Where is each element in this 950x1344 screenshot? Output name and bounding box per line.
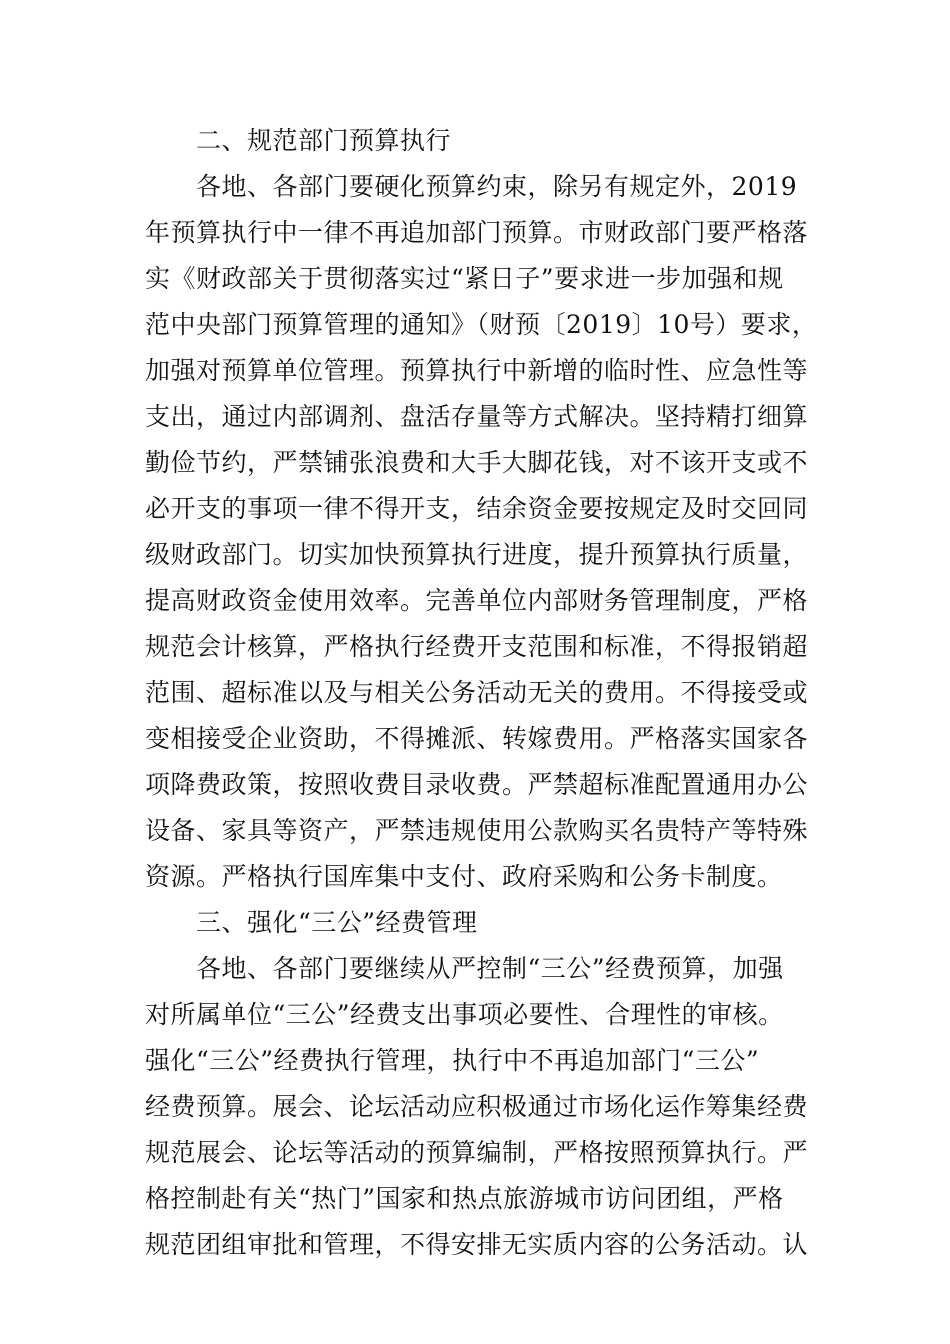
- paragraph-line: 加强对预算单位管理。预算执行中新增的临时性、应急性等: [145, 356, 809, 385]
- paragraph-line: 各地、各部门要继续从严控制“三公”经费预算，加强: [196, 954, 784, 983]
- paragraph-line: 年预算执行中一律不再追加部门预算。市财政部门要严格落: [145, 218, 809, 247]
- paragraph-line: 勤俭节约，严禁铺张浪费和大手大脚花钱，对不该开支或不: [145, 448, 809, 477]
- paragraph-line: 规范会计核算，严格执行经费开支范围和标准，不得报销超: [145, 632, 809, 661]
- paragraph-line: 规范团组审批和管理，不得安排无实质内容的公务活动。认: [145, 1230, 809, 1259]
- paragraph-line: 资源。严格执行国库集中支付、政府采购和公务卡制度。: [145, 862, 783, 891]
- paragraph-line: 各地、各部门要硬化预算约束，除另有规定外，2019: [196, 172, 798, 201]
- section-heading-2: 二、规范部门预算执行: [196, 126, 452, 155]
- paragraph-line: 项降费政策，按照收费目录收费。严禁超标准配置通用办公: [145, 770, 809, 799]
- paragraph-line: 实《财政部关于贯彻落实过“紧日子”要求进一步加强和规: [145, 264, 784, 293]
- paragraph-line: 格控制赴有关“热门”国家和热点旅游城市访问团组，严格: [145, 1184, 784, 1213]
- paragraph-line: 级财政部门。切实加快预算执行进度，提升预算执行质量，: [145, 540, 809, 569]
- paragraph-line: 经费预算。展会、论坛活动应积极通过市场化运作筹集经费: [145, 1092, 809, 1121]
- section-heading-3: 三、强化“三公”经费管理: [196, 908, 478, 937]
- paragraph-line: 变相接受企业资助，不得摊派、转嫁费用。严格落实国家各: [145, 724, 809, 753]
- paragraph-line: 设备、家具等资产，严禁违规使用公款购买名贵特产等特殊: [145, 816, 809, 845]
- document-body: [145, 118, 818, 1268]
- paragraph-line: 规范展会、论坛等活动的预算编制，严格按照预算执行。严: [145, 1138, 809, 1167]
- paragraph-line: 对所属单位“三公”经费支出事项必要性、合理性的审核。: [145, 1000, 784, 1029]
- paragraph-line: 必开支的事项一律不得开支，结余资金要按规定及时交回同: [145, 494, 809, 523]
- paragraph-line: 提高财政资金使用效率。完善单位内部财务管理制度，严格: [145, 586, 809, 615]
- paragraph-line: 强化“三公”经费执行管理，执行中不再追加部门“三公”: [145, 1046, 760, 1075]
- paragraph-line: 范中央部门预算管理的通知》（财预〔2019〕10号）要求，: [145, 310, 818, 339]
- paragraph-line: 范围、超标准以及与相关公务活动无关的费用。不得接受或: [145, 678, 809, 707]
- paragraph-line: 支出，通过内部调剂、盘活存量等方式解决。坚持精打细算: [145, 402, 809, 431]
